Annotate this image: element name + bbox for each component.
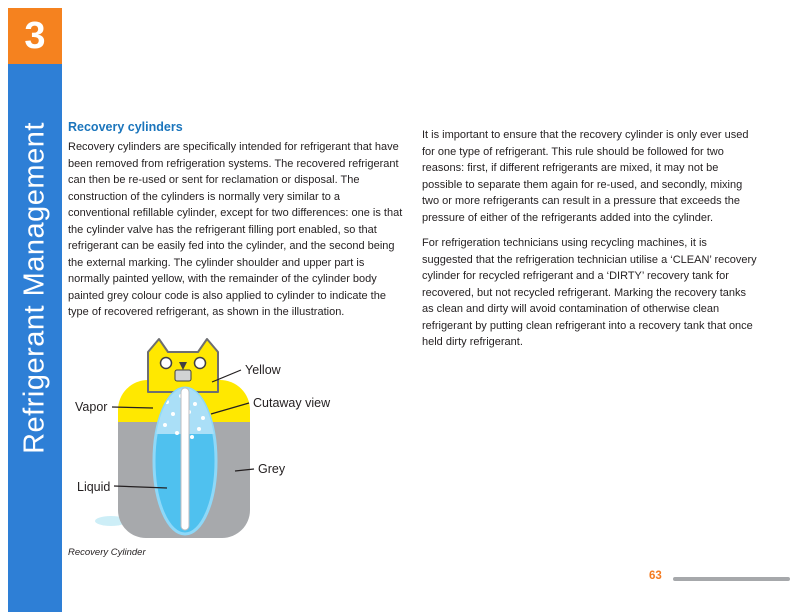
chapter-sidebar (8, 8, 62, 612)
guard-hole-right (195, 358, 206, 369)
body-paragraph: For refrigeration technicians using recycling machines, it is suggested that the refrigeration technician utilise a ‘CLEAN’ recovery cylinder for recycled refrigerant and a ‘DIRTY’ recovery tank for recovered, but not recycled refrigerant. Marking the recovery tanks as clean and dirty will avoid contamination of otherwise clean refrigerant by putting clean refrigerant into a recovery tank that once held dirty refrigerant. (422, 237, 757, 348)
page-number: 63 (649, 570, 662, 582)
figure-caption: Recovery Cylinder (68, 547, 146, 558)
label-cutaway-view: Cutaway view (253, 396, 331, 410)
body-paragraph: Recovery cylinders are specifically intended for refrigerant that have been removed from refrigeration systems. The recovered refrigerant can then be re-used or sent for reclamation or disposal. The construction of the cylinders is normally very similar to a conventional refillable cylinder, except for two differences: one is that the cylinder valve has the refrigerant filling port enabled, so that refrigerant can be easily fed into the cylinder, and the second being the external marking. The cylinder shoulder and upper part is normally painted yellow, with the remainder of the cylinder body painted grey colour code is also applied to cylinder to indicate the type of recovered refrigerant, as shown in the illustration. (68, 141, 403, 318)
label-grey: Grey (258, 462, 286, 476)
label-yellow: Yellow (245, 363, 281, 377)
label-liquid: Liquid (77, 480, 111, 494)
section-heading: Recovery cylinders (68, 120, 183, 134)
chapter-number-badge (8, 8, 62, 64)
footer-rule (673, 577, 790, 581)
guard-hole-left (161, 358, 172, 369)
body-paragraph: It is important to ensure that the recovery cylinder is only ever used for one type of refrigerant. This rule should be followed for two reasons: first, if different refrigerants are mixed, it may not be possible to separate them again for re-used, and secondly, mixing two or more refrigerants can result in a pressure that exceeds the pressure of either of the refrigerants added into the cylinder. (422, 129, 749, 224)
chapter-number: 3 (24, 14, 46, 57)
right-column (422, 127, 758, 360)
valve-body (175, 370, 191, 381)
chapter-title-vertical: Refrigerant Management (18, 122, 51, 454)
recovery-cylinder-illustration (55, 330, 345, 555)
dip-tube (181, 388, 189, 530)
label-vapor: Vapor (75, 400, 108, 414)
left-column (68, 139, 404, 330)
recovery-cylinder-figure (55, 330, 345, 555)
